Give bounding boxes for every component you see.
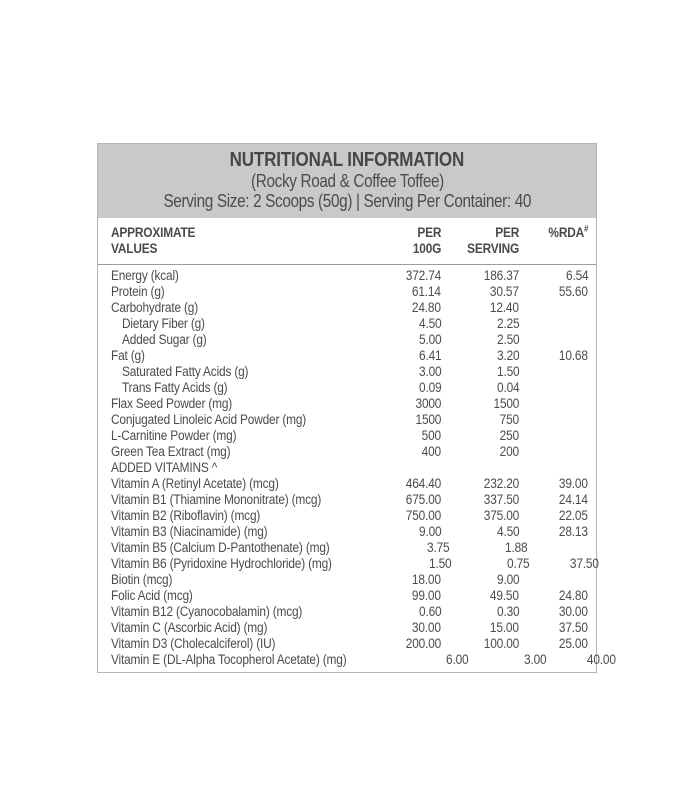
per-serving-value: 3.20 [496, 348, 519, 363]
nutrient-label: Trans Fatty Acids (g) [122, 380, 228, 395]
nutrient-label: Vitamin C (Ascorbic Acid) (mg) [111, 620, 268, 635]
per-100g-value: 18.00 [412, 572, 441, 587]
per-serving-value: 200 [499, 444, 519, 459]
column-header-approximate-values: APPROXIMATE VALUES [111, 225, 196, 256]
nutrient-label: Carbohydrate (g) [111, 300, 198, 315]
table-row [98, 604, 596, 620]
table-row [98, 364, 596, 380]
per-serving-value: 15.00 [490, 620, 519, 635]
per-100g-value: 464.40 [405, 476, 441, 491]
rda-value: 22.05 [559, 508, 588, 523]
nutrient-label: Vitamin D3 (Cholecalciferol) (IU) [111, 636, 276, 651]
table-row [98, 380, 596, 396]
table-row [98, 460, 596, 476]
per-serving-value: 12.40 [490, 300, 519, 315]
rda-value: 28.13 [559, 524, 588, 539]
rda-footnote-mark: # [583, 223, 588, 234]
table-row [98, 348, 596, 364]
per-100g-value: 200.00 [405, 636, 441, 651]
rda-value: 6.54 [565, 268, 588, 283]
panel-header [98, 144, 596, 218]
nutrient-label: L-Carnitine Powder (mg) [111, 428, 237, 443]
table-row [98, 300, 596, 316]
nutrient-label: Conjugated Linoleic Acid Powder (mg) [111, 412, 307, 427]
per-serving-value: 0.30 [496, 604, 519, 619]
table-row [98, 652, 616, 668]
per-100g-value: 61.14 [412, 284, 441, 299]
rda-value: 24.80 [559, 588, 588, 603]
nutrient-label: ADDED VITAMINS ^ [111, 460, 218, 475]
per-100g-value: 3.00 [418, 364, 441, 379]
per-serving-value: 9.00 [496, 572, 519, 587]
nutrient-label: Vitamin B5 (Calcium D-Pantothenate) (mg) [111, 540, 330, 555]
rda-value: 40.00 [586, 652, 616, 667]
table-row [98, 412, 596, 428]
per-serving-value: 232.20 [483, 476, 519, 491]
nutrient-label: Vitamin B6 (Pyridoxine Hydrochloride) (mg) [111, 556, 332, 571]
table-row [98, 620, 596, 636]
table-row [98, 492, 596, 508]
table-header-row [98, 218, 596, 265]
nutrient-label: Green Tea Extract (mg) [111, 444, 231, 459]
per-100g-value: 3000 [415, 396, 441, 411]
per-100g-value: 9.00 [418, 524, 441, 539]
nutrient-label: Flax Seed Powder (mg) [111, 396, 233, 411]
flavor-subtitle: (Rocky Road & Coffee Toffee) [250, 171, 444, 191]
nutrient-label: Fat (g) [111, 348, 145, 363]
nutrient-label: Vitamin B3 (Niacinamide) (mg) [111, 524, 268, 539]
rda-value: 37.50 [570, 556, 599, 571]
nutrient-label: Protein (g) [111, 284, 165, 299]
table-row [98, 572, 596, 588]
per-100g-value: 1.50 [429, 556, 452, 571]
nutrition-panel [97, 143, 616, 673]
table-row [98, 316, 596, 332]
table-row [98, 268, 596, 284]
per-100g-value: 99.00 [412, 588, 441, 603]
per-serving-value: 1.50 [496, 364, 519, 379]
per-serving-value: 30.57 [490, 284, 519, 299]
per-serving-value: 337.50 [483, 492, 519, 507]
per-100g-value: 0.09 [418, 380, 441, 395]
serving-info: Serving Size: 2 Scoops (50g) | Serving Per Container: 40 [163, 191, 531, 211]
nutrient-label: Added Sugar (g) [122, 332, 207, 347]
per-100g-value: 3.75 [426, 540, 450, 555]
table-row [98, 444, 596, 460]
per-serving-value: 49.50 [490, 588, 519, 603]
per-100g-value: 24.80 [412, 300, 441, 315]
table-row [98, 636, 596, 652]
table-row [98, 428, 596, 444]
table-row [98, 396, 596, 412]
per-100g-value: 500 [421, 428, 441, 443]
per-serving-value: 750 [499, 412, 519, 427]
per-100g-value: 6.41 [418, 348, 441, 363]
table-row [98, 540, 596, 556]
table-row [98, 332, 596, 348]
nutrient-label: Folic Acid (mcg) [111, 588, 193, 603]
per-100g-value: 675.00 [405, 492, 441, 507]
per-serving-value: 2.50 [496, 332, 519, 347]
per-serving-value: 4.50 [496, 524, 519, 539]
per-100g-value: 400 [421, 444, 441, 459]
table-row [98, 476, 596, 492]
per-serving-value: 3.00 [524, 652, 547, 667]
per-100g-value: 1500 [415, 412, 441, 427]
per-100g-value: 5.00 [418, 332, 441, 347]
nutrient-label: Biotin (mcg) [111, 572, 173, 587]
rda-value: 39.00 [559, 476, 588, 491]
nutrient-label: Vitamin A (Retinyl Acetate) (mcg) [111, 476, 279, 491]
column-header-per-serving: PER SERVING [466, 225, 519, 256]
per-serving-value: 1500 [493, 396, 519, 411]
per-serving-value: 250 [499, 428, 519, 443]
per-100g-value: 30.00 [412, 620, 441, 635]
nutrient-label: Saturated Fatty Acids (g) [122, 364, 249, 379]
nutrient-label: Energy (kcal) [111, 268, 179, 283]
per-100g-value: 750.00 [405, 508, 441, 523]
table-row [98, 524, 596, 540]
per-serving-value: 100.00 [483, 636, 519, 651]
table-row [98, 588, 596, 604]
nutrient-label: Vitamin B12 (Cyanocobalamin) (mcg) [111, 604, 303, 619]
nutrition-table [98, 218, 616, 672]
per-100g-value: 4.50 [418, 316, 441, 331]
table-row [98, 556, 599, 572]
column-header-per-100g: PER 100G [412, 225, 441, 256]
per-serving-value: 2.25 [496, 316, 519, 331]
nutrient-label: Vitamin B1 (Thiamine Mononitrate) (mcg) [111, 492, 322, 507]
per-100g-value: 372.74 [405, 268, 441, 283]
rda-value: 55.60 [559, 284, 588, 299]
table-row [98, 508, 596, 524]
nutrient-label: Vitamin E (DL-Alpha Tocopherol Acetate) (mg) [111, 652, 347, 667]
per-serving-value: 1.88 [504, 540, 528, 555]
column-header-rda: %RDA# [548, 223, 588, 240]
per-serving-value: 0.75 [507, 556, 530, 571]
rda-value: 25.00 [559, 636, 588, 651]
per-100g-value: 0.60 [418, 604, 441, 619]
nutrient-label: Dietary Fiber (g) [122, 316, 205, 331]
rda-value: 10.68 [559, 348, 588, 363]
table-body [98, 265, 616, 672]
per-serving-value: 0.04 [496, 380, 519, 395]
rda-value: 24.14 [559, 492, 588, 507]
per-serving-value: 186.37 [483, 268, 519, 283]
rda-value: 30.00 [559, 604, 588, 619]
per-serving-value: 375.00 [483, 508, 519, 523]
page-title: NUTRITIONAL INFORMATION [229, 149, 465, 171]
nutrient-label: Vitamin B2 (Riboflavin) (mcg) [111, 508, 261, 523]
table-row [98, 284, 596, 300]
per-100g-value: 6.00 [446, 652, 469, 667]
rda-value: 37.50 [559, 620, 588, 635]
